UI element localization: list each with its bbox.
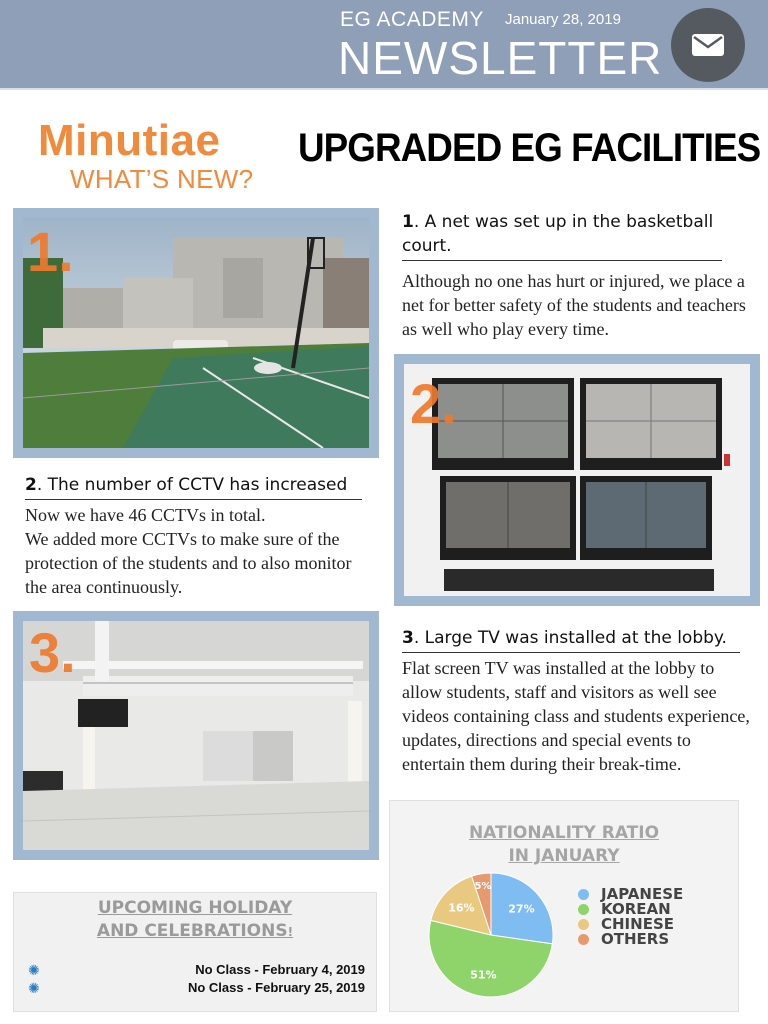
item-heading-2-num: 2 [25,475,37,495]
nationality-pie-chart [416,860,566,1010]
mail-button[interactable] [671,8,745,82]
item-heading-3-num: 3 [402,628,414,648]
item-heading-3-text: . Large TV was installed at the lobby. [413,628,727,648]
item-number-2: 2. [410,372,457,435]
legend-label: CHINESE [601,915,674,933]
legend-swatch [578,904,589,915]
chart-title-line-2: IN JANUARY [508,846,620,866]
holiday-title [13,897,377,944]
main-title: UPGRADED EG FACILITIES [298,126,761,170]
holiday-title-mark: ! [287,925,294,939]
issue-date: January 28, 2019 [505,11,621,28]
item-heading-1-num: 1 [402,212,414,232]
chart-title-line-1: NATIONALITY RATIO [468,823,660,843]
legend-swatch [578,934,589,945]
legend-label: JAPANESE [601,885,684,903]
basketball-court-photo [23,218,369,448]
item-body-3: Flat screen TV was installed at the lobby to allow students, staff and visitors as well see videos containing class and students experience, updates, directions and special events to entertain them during their break-time. [402,658,750,774]
basketball-court-image [23,218,369,448]
holiday-title-line-2: AND CELEBRATIONS! [96,921,294,941]
envelope-icon [691,33,725,57]
legend-label: OTHERS [601,930,670,948]
pie-label-chinese: 16% [448,901,475,915]
item-body-2-line-2: We added more CCTVs to make sure of the protection of the students and to also monitor the area continuously. [25,529,352,597]
item-heading-1 [402,210,722,261]
newsletter-header [0,0,768,90]
legend-swatch [578,889,589,900]
brand-title: Minutiae [38,116,221,165]
item-body-1: Although no one has hurt or injured, we place a net for better safety of the students and teachers as well who play every time. [402,271,746,339]
academy-name: EG ACADEMY [340,8,484,31]
item-body-2-line-1: Now we have 46 CCTVs in total. [25,505,266,525]
pie-label-others: 5% [474,880,492,892]
photo-frame-3 [13,611,379,860]
item-heading-2-text: . The number of CCTV has increased [36,475,348,495]
item-number-3: 3. [29,621,76,684]
pie-label-japanese: 27% [508,902,535,916]
photo-frame-2 [394,354,760,606]
item-heading-2 [25,473,362,500]
item-number-1: 1. [27,220,74,283]
lobby-photo [23,621,369,850]
pie-label-korean: 51% [470,968,497,982]
legend-swatch [578,919,589,930]
item-body-2 [25,503,360,599]
photo-frame-1 [13,208,379,458]
cctv-monitors-photo [404,364,750,596]
asterisk-icon: ✺ [28,980,40,996]
holiday-event-2: No Class - February 25, 2019 [187,980,365,995]
legend-label: KOREAN [601,900,671,918]
item-heading-1-text: . A net was set up in the basketball court. [402,212,714,256]
holiday-title-line-1: UPCOMING HOLIDAY [97,898,293,918]
newsletter-title: NEWSLETTER [338,32,663,84]
legend-item-others [578,932,669,947]
asterisk-icon: ✺ [28,962,40,978]
holiday-event-1: No Class - February 4, 2019 [195,962,365,977]
item-heading-3 [402,626,740,653]
brand-subtitle: WHAT’S NEW? [70,164,254,194]
